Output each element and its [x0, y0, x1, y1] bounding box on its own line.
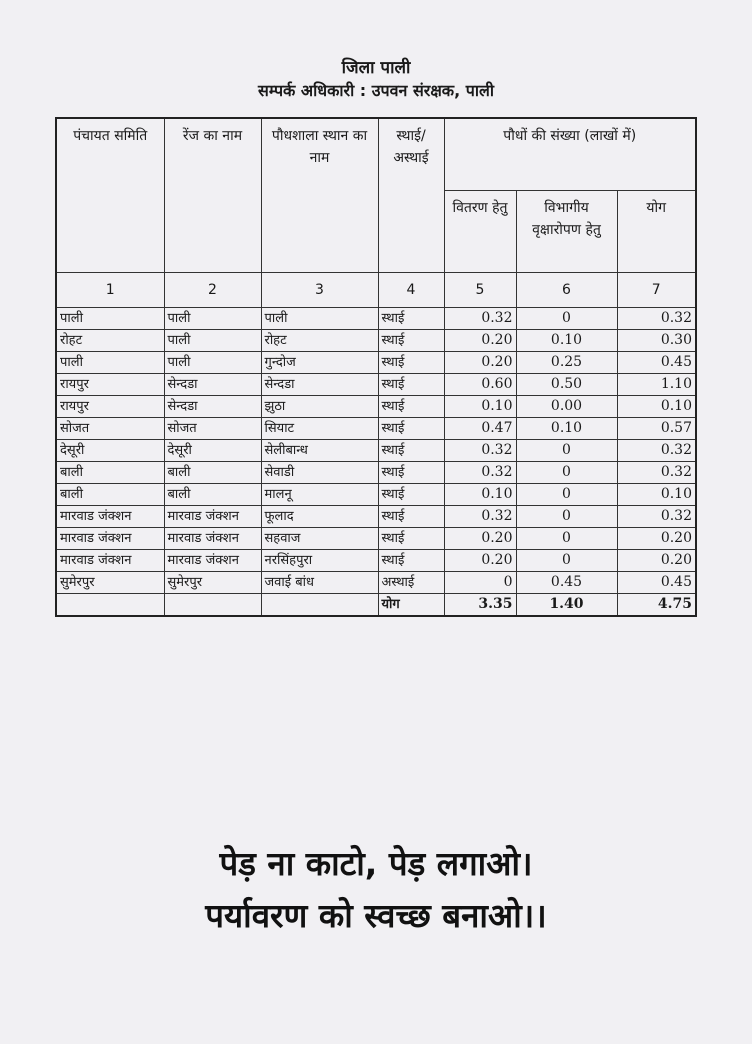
column-number: 7: [617, 272, 696, 307]
cell-range: मारवाड जंक्शन: [164, 527, 261, 549]
nursery-table: [55, 117, 697, 617]
table-row: [56, 527, 696, 549]
column-number: 4: [378, 272, 444, 307]
cell-total: 0.30: [617, 329, 696, 351]
cell-departmental: 0: [516, 505, 617, 527]
cell-type: स्थाई: [378, 395, 444, 417]
cell-total: 0.10: [617, 395, 696, 417]
cell-nursery: फूलाद: [261, 505, 378, 527]
cell-nursery: सियाट: [261, 417, 378, 439]
contact-officer: सम्पर्क अधिकारी : उपवन संरक्षक, पाली: [258, 81, 494, 100]
table-row: [56, 461, 696, 483]
cell-panchayat: देसूरी: [56, 439, 164, 461]
cell-distribution: 0.20: [444, 351, 516, 373]
header-range: रेंज का नाम: [164, 118, 261, 272]
cell-departmental: 0: [516, 549, 617, 571]
cell-panchayat: मारवाड जंक्शन: [56, 505, 164, 527]
cell-total: 0.32: [617, 461, 696, 483]
cell-nursery: गुन्दोज: [261, 351, 378, 373]
table-row: [56, 483, 696, 505]
cell-distribution: 0.32: [444, 461, 516, 483]
cell-panchayat: मारवाड जंक्शन: [56, 549, 164, 571]
total-row: [56, 593, 696, 616]
cell-type: स्थाई: [378, 461, 444, 483]
cell-type: स्थाई: [378, 527, 444, 549]
cell-distribution: 0.32: [444, 307, 516, 329]
cell-range: पाली: [164, 351, 261, 373]
table-row: [56, 505, 696, 527]
column-number: 5: [444, 272, 516, 307]
header-nursery: पौधशाला स्थान का नाम: [261, 118, 378, 272]
cell-distribution: 0.47: [444, 417, 516, 439]
cell-departmental: 0: [516, 483, 617, 505]
cell-range: सेन्दडा: [164, 373, 261, 395]
cell-nursery: सेवाडी: [261, 461, 378, 483]
slogan-line-2: पर्यावरण को स्वच्छ बनाओ।।: [205, 896, 547, 935]
cell-distribution: 0.20: [444, 549, 516, 571]
cell-departmental: 0.50: [516, 373, 617, 395]
column-number: 6: [516, 272, 617, 307]
cell-range: सेन्दडा: [164, 395, 261, 417]
total-total: 4.75: [617, 593, 696, 616]
cell-range: सोजत: [164, 417, 261, 439]
column-number: 2: [164, 272, 261, 307]
cell-type: स्थाई: [378, 549, 444, 571]
cell-type: स्थाई: [378, 417, 444, 439]
header-plants: पौधों की संख्या (लाखों में): [444, 118, 696, 190]
cell-panchayat: रायपुर: [56, 395, 164, 417]
slogan: [0, 838, 752, 942]
cell-departmental: 0.10: [516, 417, 617, 439]
cell-panchayat: रोहट: [56, 329, 164, 351]
cell-panchayat: सोजत: [56, 417, 164, 439]
header-panchayat: पंचायत समिति: [56, 118, 164, 272]
cell-type: स्थाई: [378, 373, 444, 395]
table-row: [56, 307, 696, 329]
total-departmental: 1.40: [516, 593, 617, 616]
slogan-line-1: पेड़ ना काटो, पेड़ लगाओ।: [219, 844, 533, 883]
cell-type: स्थाई: [378, 483, 444, 505]
cell-distribution: 0.60: [444, 373, 516, 395]
cell-departmental: 0.10: [516, 329, 617, 351]
cell-total: 0.32: [617, 307, 696, 329]
cell-nursery: सहवाज: [261, 527, 378, 549]
cell-panchayat: मारवाड जंक्शन: [56, 527, 164, 549]
cell-nursery: मालनू: [261, 483, 378, 505]
cell-distribution: 0.20: [444, 527, 516, 549]
cell-nursery: रोहट: [261, 329, 378, 351]
header-type: स्थाई/ अस्थाई: [378, 118, 444, 272]
cell-departmental: 0: [516, 307, 617, 329]
table-row: [56, 373, 696, 395]
cell-distribution: 0.32: [444, 505, 516, 527]
cell-nursery: सेन्दडा: [261, 373, 378, 395]
cell-nursery: झुठा: [261, 395, 378, 417]
cell-type: स्थाई: [378, 351, 444, 373]
cell-range: मारवाड जंक्शन: [164, 505, 261, 527]
document-heading: [0, 56, 752, 102]
column-number: 3: [261, 272, 378, 307]
table-row: [56, 351, 696, 373]
cell-total: 0.20: [617, 527, 696, 549]
cell-departmental: 0.45: [516, 571, 617, 593]
column-number: 1: [56, 272, 164, 307]
cell-departmental: 0: [516, 461, 617, 483]
table-row: [56, 329, 696, 351]
cell-type: अस्थाई: [378, 571, 444, 593]
cell-panchayat: पाली: [56, 307, 164, 329]
cell-range: देसूरी: [164, 439, 261, 461]
cell-total: 0.45: [617, 571, 696, 593]
table-row: [56, 395, 696, 417]
cell-type: स्थाई: [378, 307, 444, 329]
column-number-row: [56, 272, 696, 307]
cell-departmental: 0: [516, 439, 617, 461]
cell-panchayat: बाली: [56, 461, 164, 483]
cell-total: 0.32: [617, 439, 696, 461]
cell-departmental: 0.25: [516, 351, 617, 373]
cell-distribution: 0: [444, 571, 516, 593]
total-empty-cell: [56, 593, 164, 616]
cell-range: पाली: [164, 329, 261, 351]
cell-panchayat: रायपुर: [56, 373, 164, 395]
total-distribution: 3.35: [444, 593, 516, 616]
cell-nursery: जवाई बांध: [261, 571, 378, 593]
cell-nursery: नरसिंहपुरा: [261, 549, 378, 571]
cell-departmental: 0.00: [516, 395, 617, 417]
cell-type: स्थाई: [378, 505, 444, 527]
cell-total: 1.10: [617, 373, 696, 395]
cell-distribution: 0.10: [444, 483, 516, 505]
cell-range: सुमेरपुर: [164, 571, 261, 593]
header-total: योग: [617, 190, 696, 272]
cell-total: 0.10: [617, 483, 696, 505]
district-title: जिला पाली: [341, 58, 411, 78]
table-row: [56, 549, 696, 571]
cell-panchayat: सुमेरपुर: [56, 571, 164, 593]
cell-type: स्थाई: [378, 439, 444, 461]
cell-distribution: 0.10: [444, 395, 516, 417]
cell-range: बाली: [164, 483, 261, 505]
cell-departmental: 0: [516, 527, 617, 549]
cell-nursery: पाली: [261, 307, 378, 329]
cell-range: मारवाड जंक्शन: [164, 549, 261, 571]
cell-range: बाली: [164, 461, 261, 483]
total-empty-cell: [164, 593, 261, 616]
cell-distribution: 0.32: [444, 439, 516, 461]
table-row: [56, 439, 696, 461]
cell-panchayat: बाली: [56, 483, 164, 505]
cell-total: 0.45: [617, 351, 696, 373]
table-row: [56, 571, 696, 593]
header-departmental: विभागीय वृक्षारोपण हेतु: [516, 190, 617, 272]
cell-total: 0.32: [617, 505, 696, 527]
cell-type: स्थाई: [378, 329, 444, 351]
total-label: योग: [378, 593, 444, 616]
cell-panchayat: पाली: [56, 351, 164, 373]
cell-total: 0.20: [617, 549, 696, 571]
cell-range: पाली: [164, 307, 261, 329]
table-row: [56, 417, 696, 439]
total-empty-cell: [261, 593, 378, 616]
cell-distribution: 0.20: [444, 329, 516, 351]
header-distribution: वितरण हेतु: [444, 190, 516, 272]
cell-total: 0.57: [617, 417, 696, 439]
cell-nursery: सेलीबान्ध: [261, 439, 378, 461]
